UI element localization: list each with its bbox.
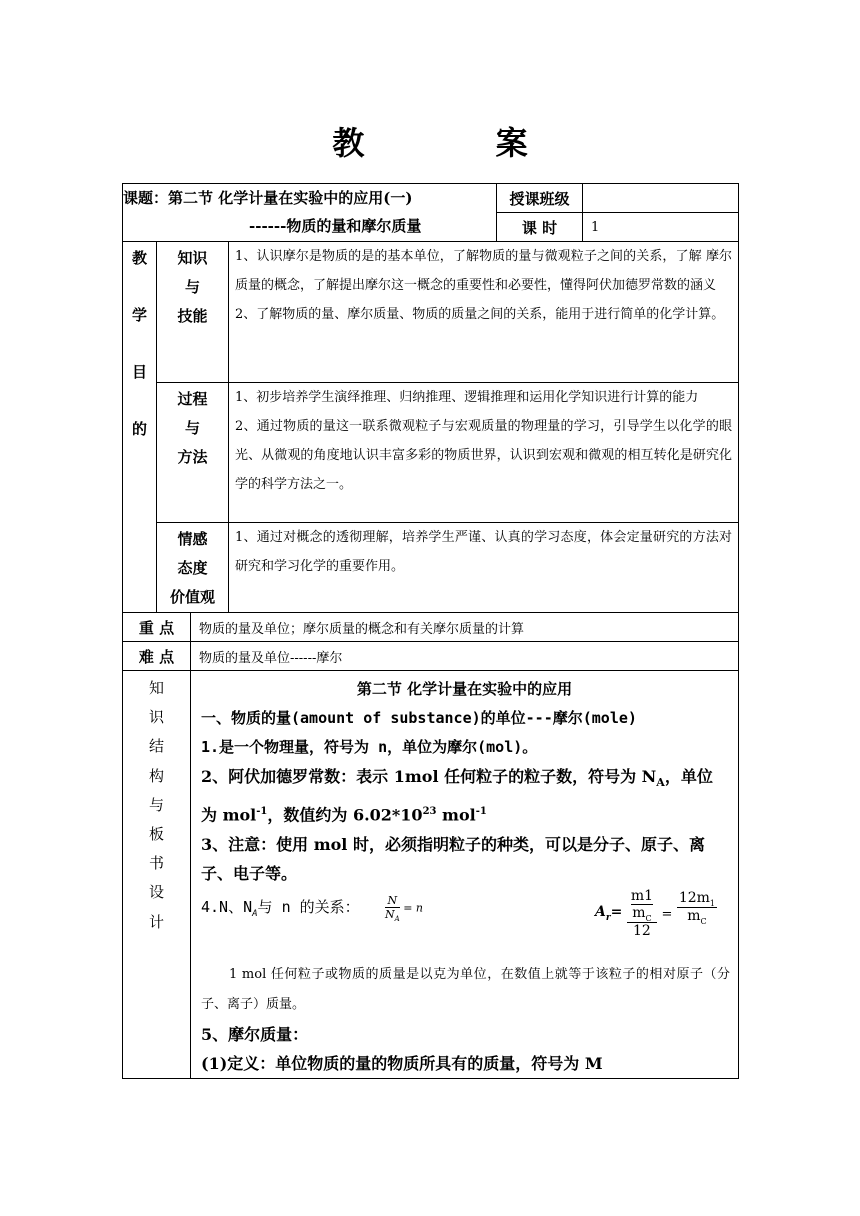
- objective-category-attitude: [157, 523, 229, 613]
- board-label-char: 识: [148, 708, 164, 727]
- avogadro-unit: 为 mol: [201, 805, 257, 825]
- category-text: 情感: [177, 530, 208, 548]
- ar-num-bot: m: [632, 904, 646, 921]
- formula-relative-mass: [595, 888, 717, 940]
- topic-cell: [123, 184, 497, 242]
- avogadro-unit-2: mol: [436, 805, 476, 825]
- board-line-note: 3、注意：使用 mol 时，必须指明粒子的种类，可以是分子、原子、离子、电子等。: [201, 834, 705, 883]
- difficulties-text: 物质的量及单位------摩尔: [191, 642, 739, 671]
- hours-value: 1: [583, 213, 739, 242]
- ar-label: A: [595, 904, 606, 921]
- objective-text-knowledge: [229, 242, 739, 383]
- fraction-denominator: N: [385, 907, 395, 921]
- topic-line-1: 课题：第二节 化学计量在实验中的应用(一): [123, 189, 413, 207]
- avogadro-sup-2: -1: [475, 806, 487, 818]
- relation-label: [201, 896, 360, 919]
- relation-sub: A: [252, 908, 258, 919]
- board-label-char: 结: [148, 737, 164, 756]
- board-line-unit: 一、物质的量(amount of substance)的单位---摩尔(mole): [201, 709, 637, 727]
- category-text: 态度: [177, 559, 208, 577]
- ar2-den: m: [687, 908, 701, 925]
- objective-line: 1、初步培养学生演绎推理、归纳推理、逻辑推理和运用化学知识进行计算的能力: [235, 390, 699, 405]
- key-points-label: 重 点: [123, 613, 191, 642]
- board-label-char: 构: [148, 766, 164, 785]
- hours-label: 课 时: [497, 213, 583, 242]
- ar2-num-sub: 1: [709, 898, 715, 908]
- avogadro-text-end: ，单位: [664, 767, 713, 786]
- category-text: 与: [184, 278, 200, 296]
- ar2-den-sub: C: [700, 917, 707, 927]
- class-value: [583, 184, 739, 213]
- key-points-text: 物质的量及单位；摩尔质量的概念和有关摩尔质量的计算: [191, 613, 739, 642]
- ar-num-bot-sub: C: [645, 913, 652, 923]
- objectives-label: [123, 242, 157, 613]
- board-line-definition: (1)定义：单位物质的量的物质所具有的质量，符号为 M: [201, 1053, 603, 1073]
- board-heading: 第二节 化学计量在实验中的应用: [356, 680, 573, 698]
- objectives-label-char: 教: [131, 249, 147, 267]
- ar-num-top: m1: [630, 887, 653, 904]
- class-label: 授课班级: [497, 184, 583, 213]
- board-line-quantity: 1.是一个物理量，符号为 n，单位为摩尔(mol)。: [201, 738, 538, 756]
- ar-eq-2: =: [661, 906, 673, 922]
- board-line-molar-note: 1 mol 任何粒子或物质的质量是以克为单位，在数值上就等于该粒子的相对原子（分子、离子）质量。: [201, 966, 731, 1012]
- objective-text-attitude: [229, 523, 739, 613]
- avogadro-sup: -1: [256, 806, 268, 818]
- lesson-plan-table: [122, 183, 739, 1079]
- board-label-char: 计: [148, 912, 164, 931]
- objective-line: 2、通过物质的量这一联系微观粒子与宏观质量的物理量的学习，引导学生以化学的眼光、从微观的角度地认识丰富多彩的物质世界，认识到宏观和微观的相互转化是研究化学的科学方法之一。: [235, 419, 733, 492]
- board-label: [123, 671, 191, 1079]
- relation-text-end: 与 n 的关系：: [257, 897, 360, 916]
- board-line-molar-mass: 5、摩尔质量：: [201, 1024, 309, 1044]
- relation-text: 4.N、N: [201, 897, 253, 916]
- topic-line-2: ------物质的量和摩尔质量: [249, 217, 422, 235]
- category-text: 价值观: [169, 588, 215, 606]
- category-text: 过程: [177, 390, 208, 408]
- board-line-avogadro: [191, 762, 738, 830]
- objective-category-process: [157, 383, 229, 523]
- fraction-numerator: N: [385, 894, 400, 908]
- board-label-char: 设: [148, 883, 164, 902]
- avogadro-exp: 23: [422, 806, 437, 818]
- ar2-num: 12m: [678, 889, 710, 906]
- document-title: 教 案: [332, 124, 588, 162]
- board-label-char: 板: [148, 825, 164, 844]
- objective-text-process: [229, 383, 739, 523]
- formula-rhs: = n: [403, 901, 423, 915]
- objective-category-knowledge: [157, 242, 229, 383]
- avogadro-value: ，数值约为 6.02*10: [267, 805, 423, 825]
- avogadro-text: 2、阿伏加德罗常数：表示 1mol 任何粒子的粒子数，符号为 N: [201, 767, 657, 786]
- difficulties-label: 难 点: [123, 642, 191, 671]
- fraction-denominator-sub: A: [394, 914, 400, 923]
- objective-line: 1、认识摩尔是物质的是的基本单位，了解物质的量与微观粒子之间的关系，了解 摩尔质量的概念，了解提出摩尔这一概念的重要性和必要性，懂得阿伏加德罗常数的涵义: [235, 249, 733, 293]
- objective-line: 2、了解物质的量、摩尔质量、物质的质量之间的关系，能用于进行简单的化学计算。: [235, 307, 725, 322]
- objectives-label-char: 学: [131, 306, 147, 324]
- ar-den: 12: [632, 923, 651, 940]
- category-text: 技能: [177, 307, 208, 325]
- category-text: 方法: [177, 448, 208, 466]
- ar-eq: =: [610, 904, 623, 921]
- category-text: 知识: [177, 249, 208, 267]
- board-label-char: 书: [148, 854, 164, 873]
- formula-n-relation: [385, 894, 423, 923]
- objectives-label-char: 的: [131, 420, 147, 438]
- ar-sub: r: [605, 912, 611, 923]
- avogadro-sub: A: [656, 776, 665, 790]
- board-label-char: 知: [148, 679, 164, 697]
- objective-line: 1、通过对概念的透彻理解，培养学生严谨、认真的学习态度，体会定量研究的方法对研究和学习化学的重要作用。: [235, 530, 733, 574]
- formula-row: [191, 888, 738, 960]
- board-label-char: 与: [148, 795, 164, 814]
- board-content: [191, 671, 739, 1079]
- objectives-label-char: 目: [131, 363, 147, 381]
- category-text: 与: [184, 419, 200, 437]
